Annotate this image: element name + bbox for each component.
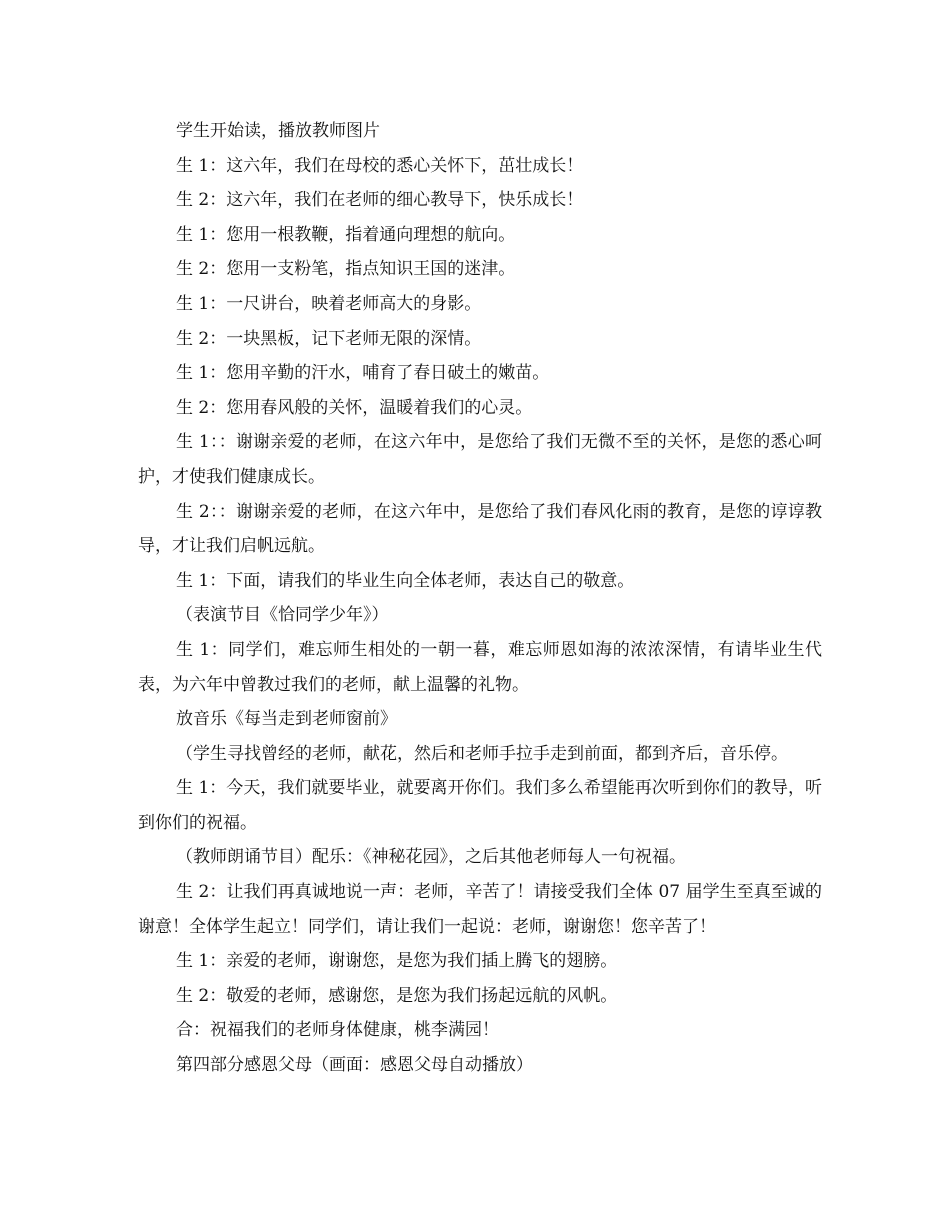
paragraph: 生 1：同学们，难忘师生相处的一朝一暮，难忘师恩如海的浓浓深情，有请毕业生代表，为六年中曾教过我们的老师，献上温馨的礼物。 xyxy=(138,639,822,695)
paragraph: 合：祝福我们的老师身体健康，桃李满园！ xyxy=(176,1020,499,1041)
paragraph: 生 2：您用春风般的关怀，温暖着我们的心灵。 xyxy=(176,397,533,418)
paragraph: 生 2：这六年，我们在老师的细心教导下，快乐成长！ xyxy=(176,190,584,211)
paragraph: （表演节目《恰同学少年》） xyxy=(176,605,389,626)
paragraph: 生 1：这六年，我们在母校的悉心关怀下，茁壮成长！ xyxy=(176,155,584,176)
paragraph: 生 1：您用一根教鞭，指着通向理想的航向。 xyxy=(176,224,516,245)
paragraph: 放音乐《每当走到老师窗前》 xyxy=(176,709,397,730)
paragraph: 第四部分感恩父母（画面：感恩父母自动播放） xyxy=(176,1055,533,1076)
paragraph: 生 1：：谢谢亲爱的老师，在这六年中，是您给了我们无微不至的关怀，是您的悉心呵护，才使我们健康成长。 xyxy=(138,432,822,487)
paragraph: 生 1：今天，我们就要毕业，就要离开你们。我们多么希望能再次听到你们的教导，听到你们的祝福。 xyxy=(138,778,822,833)
paragraph: （教师朗诵节目）配乐：《神秘花园》，之后其他老师每人一句祝福。 xyxy=(176,847,686,868)
paragraph: 生 2：敬爱的老师，感谢您，是您为我们扬起远航的风帆。 xyxy=(176,985,618,1006)
paragraph: 学生开始读，播放教师图片 xyxy=(176,121,380,141)
paragraph: 生 1：您用辛勤的汗水，哺育了春日破土的嫩苗。 xyxy=(176,363,550,384)
paragraph: 生 1：亲爱的老师，谢谢您，是您为我们插上腾飞的翅膀。 xyxy=(176,951,618,972)
paragraph: 生 2：：谢谢亲爱的老师，在这六年中，是您给了我们春风化雨的教育，是您的谆谆教导，才让我们启帆远航。 xyxy=(138,501,822,557)
paragraph: 生 2：让我们再真诚地说一声：老师，辛苦了！请接受我们全体 07 届学生至真至诚的谢意！全体学生起立！同学们，请让我们一起说：老师，谢谢您！您辛苦了！ xyxy=(138,882,822,937)
paragraph: 生 2：一块黑板，记下老师无限的深情。 xyxy=(176,328,482,349)
paragraph: 生 2：您用一支粉笔，指点知识王国的迷津。 xyxy=(176,259,516,280)
document-body xyxy=(138,114,822,1083)
paragraph: 生 1：下面，请我们的毕业生向全体老师，表达自己的敬意。 xyxy=(176,570,635,591)
paragraph: （学生寻找曾经的老师，献花，然后和老师手拉手走到前面，都到齐后，音乐停。 xyxy=(176,743,788,764)
paragraph: 生 1：一尺讲台，映着老师高大的身影。 xyxy=(176,293,482,314)
